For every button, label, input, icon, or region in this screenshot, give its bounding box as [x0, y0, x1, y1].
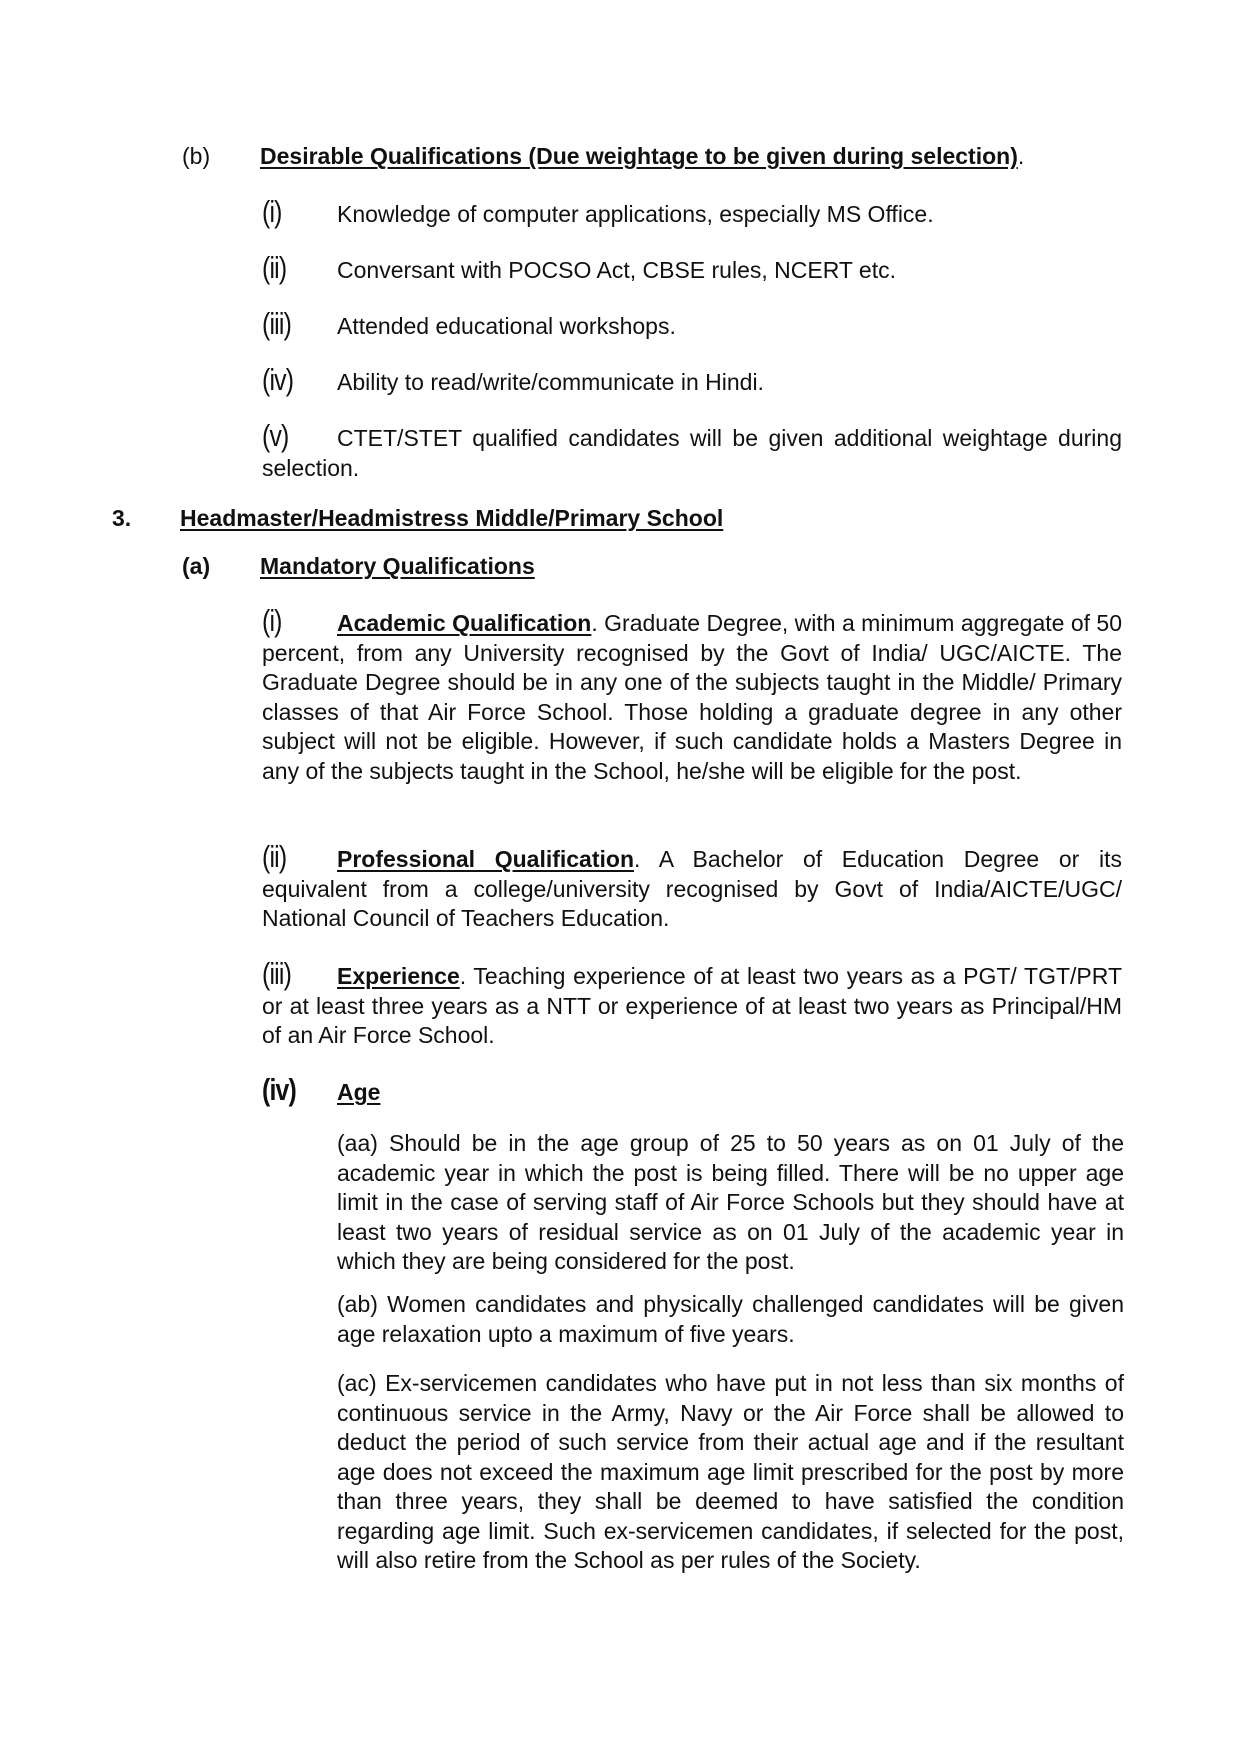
- item-number: (i): [262, 194, 282, 229]
- item-text: . Teaching experience of at least two years as a PGT/ TGT/PRT or at least three years as a NTT or experience of at least two years as Principal/HM of an Air Force School.: [262, 963, 1122, 1048]
- item-text: . Graduate Degree, with a minimum aggregate of 50 percent, from any University recognised by the Govt of India/ UGC/AICTE. The Graduate Degree should be in any one of the subjects taught in the Middle/ Primary classes of that Air Force School. Those holding a graduate degree in any other subject will not be eligible. However, if such candidate holds a Masters Degree in any of the subjects taught in the School, he/she will be eligible for the post.: [262, 610, 1122, 784]
- item-number: (ii): [262, 250, 287, 285]
- item-text: Conversant with POCSO Act, CBSE rules, NCERT etc.: [337, 257, 897, 283]
- age-paragraph-aa: (aa) Should be in the age group of 25 to 50 years as on 01 July of the academic year in which the post is being filled. There will be no upper age limit in the case of serving staff of Air Force Schools but they should have at least two years of residual service as on 01 July of the academic year in which they are being considered for the post.: [337, 1130, 1124, 1274]
- section-b-heading: Desirable Qualifications (Due weightage to be given during selection): [260, 143, 1018, 169]
- age-paragraph-ac: (ac) Ex-servicemen candidates who have put in not less than six months of continuous service in the Army, Navy or the Air Force shall be allowed to deduct the period of such service from their actual age and if the resultant age does not exceed the maximum age limit prescribed for the post by more than three years, they shall be deemed to have satisfied the condition regarding age limit. Such ex-servicemen candidates, if selected for the post, will also retire from the School as per rules of the Society.: [337, 1370, 1124, 1573]
- item-text: Attended educational workshops.: [337, 313, 676, 339]
- item-text: Knowledge of computer applications, especially MS Office.: [337, 201, 934, 227]
- section-b-heading-line: [260, 142, 1024, 172]
- item-number: (iii): [262, 956, 292, 991]
- list-item: [262, 418, 1122, 483]
- list-item: [262, 250, 1122, 286]
- age-paragraph-ab: (ab) Women candidates and physically challenged candidates will be given age relaxation upto a maximum of five years.: [337, 1291, 1124, 1347]
- list-item: [262, 362, 1122, 398]
- item-title: Professional Qualification: [337, 846, 634, 872]
- item-number: (iv): [262, 1072, 296, 1107]
- list-item-age: [262, 1072, 1122, 1108]
- section-3-number: 3.: [112, 505, 132, 531]
- list-item: [262, 306, 1122, 342]
- item-text: CTET/STET qualified candidates will be given additional weightage during selection.: [262, 425, 1122, 481]
- section-b-heading-suffix: .: [1017, 143, 1025, 169]
- item-number: (v): [262, 418, 289, 453]
- list-item-professional: [262, 839, 1122, 934]
- item-number: (ii): [262, 839, 287, 874]
- item-number: (i): [262, 603, 282, 638]
- item-title: Age: [337, 1079, 381, 1105]
- item-text: Ability to read/write/communicate in Hindi.: [337, 369, 764, 395]
- item-number: (iii): [262, 306, 292, 341]
- item-title: Academic Qualification: [337, 610, 592, 636]
- section-b-label: (b): [182, 143, 211, 169]
- section-3-title: Headmaster/Headmistress Middle/Primary School: [180, 505, 724, 531]
- item-title: Experience: [337, 963, 460, 989]
- list-item-academic: [262, 603, 1122, 786]
- list-item-experience: [262, 956, 1122, 1051]
- item-text: . A Bachelor of Education Degree or its equivalent from a college/university recognised by Govt of India/AICTE/UGC/ National Council of Teachers Education.: [262, 846, 1122, 931]
- item-number: (iv): [262, 362, 294, 397]
- sub-a-label: (a): [182, 553, 211, 579]
- sub-a-heading: Mandatory Qualifications: [260, 553, 535, 579]
- list-item: [262, 194, 1122, 230]
